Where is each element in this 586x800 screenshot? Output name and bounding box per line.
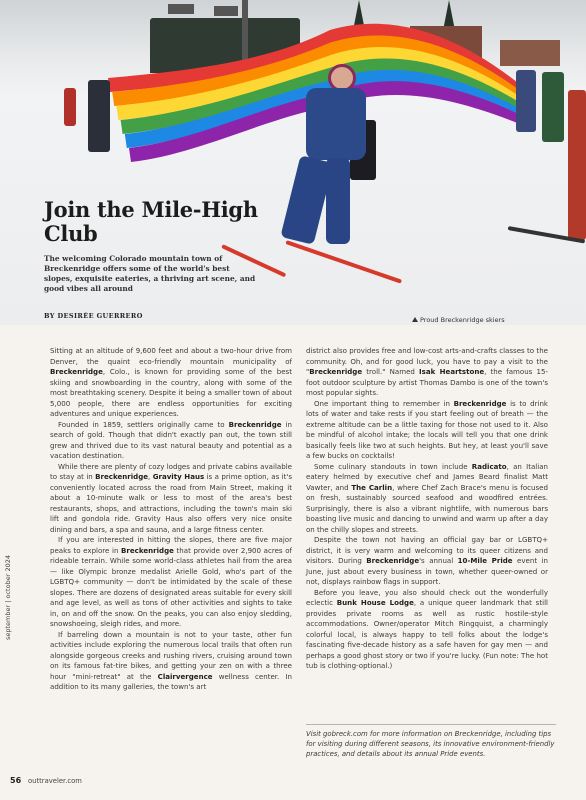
article-byline: BY DESIRÉE GUERRERO bbox=[44, 312, 143, 320]
skier-jacket bbox=[306, 88, 366, 160]
body-paragraph: Before you leave, you also should check out the wonderfully eclectic Bunk House Lodge, a unique queer landmark that still provides private rooms as well as rustic hostile-style accommodations. Owner/operator Mitch Ringquist, a charmingly colorful local, is always happy to tell folks about the lodge's fascinating five-decade history as a safe haven for gay men — and perhaps a good ghost story or two if you're lucky. (Fun note: The hot tub is clothing-optional.) bbox=[306, 587, 548, 670]
caption-marker bbox=[412, 317, 418, 322]
body-paragraph: If you are interested in hitting the slopes, there are five major peaks to explore in Breckenridge that provide over 2,900 acres of rideable terrain. While some world-class athletes hail from the area — like Olympic bronze medalist Arielle Gold, who's part of the LGBTQ+ community — don't be intimidated by the scale of these slopes. There are dozens of designated areas suitable for every skill and age level, as well as tons of other activities and sights to take in, on and off the snow. On the peaks, you can also enjoy sledding, snowshoeing, sleigh rides, and more. bbox=[50, 535, 292, 628]
article-deck: The welcoming Colorado mountain town of Breckenridge offers some of the world's best slopes, exquisite eateries, a thriving art scene, and good vibes all around bbox=[44, 254, 256, 293]
body-paragraph: If barreling down a mountain is not to your taste, other fun activities include exploring the numerous local trails that often run alongside gorgeous creeks and rushing rivers, cruising around town on its famous fat-tire bikes, and getting your zen on with a three hour "mini-retreat" at the Clairvergence wellness center. In addition to its many galleries, the town's art bbox=[50, 629, 292, 691]
body-paragraph: One important thing to remember in Breckenridge is to drink lots of water and take rests if you start feeling out of breath — the extreme altitude can be a little taxing for those not used to it. Also be mindful of alcohol intake; the locals will tell you that one drink basically feels like two at such heights. But hey, at least you'll save a few bucks on cocktails! bbox=[306, 398, 548, 460]
more-info-note: Visit gobreck.com for more information on Breckenridge, including tips for visiting during different seasons, its innovative environment-friendly practices, and details about its annual Pride events. bbox=[306, 724, 556, 759]
page-number: 56 bbox=[10, 776, 22, 785]
issue-date: september | october 2024 bbox=[4, 555, 12, 640]
website-url: outtraveler.com bbox=[28, 777, 82, 785]
body-paragraph: While there are plenty of cozy lodges and private cabins available to stay at in Breckenridge, Gravity Haus is a prime option, as it's conveniently located across the road from Main Street, making it about a 10-minute walk or less to most of the area's best restaurants, shops, and attractions, including the town's main ski lift and gondola ride. Gravity Haus also offers very nice onsite dining and bars, a spa and sauna, and a large fitness center. bbox=[50, 461, 292, 534]
body-paragraph: Founded in 1859, settlers originally came to Breckenridge in search of gold. Though that didn't exactly pan out, the town still grew and thrived due to its vast natural beauty and potential as a vacation destination. bbox=[50, 419, 292, 460]
body-column-right bbox=[306, 346, 548, 672]
article-headline: Join the Mile-High Club bbox=[44, 197, 258, 246]
skier-figure bbox=[88, 80, 110, 152]
photo-caption: Proud Breckenridge skiers bbox=[420, 316, 505, 324]
body-paragraph: district also provides free and low-cost arts-and-crafts classes to the community. Oh, and for good luck, you have to pay a visit to the "Breckenridge troll." Named Isak Heartstone, the famous 15-foot outdoor sculpture by artist Thomas Dambo is one of the town's most popular sights. bbox=[306, 346, 548, 397]
skier-figure bbox=[542, 72, 564, 142]
body-column-left bbox=[50, 346, 292, 693]
skier-figure bbox=[64, 88, 76, 126]
body-paragraph: Sitting at an altitude of 9,600 feet and about a two-hour drive from Denver, the quaint eco-friendly mountain municipality of Breckenridge, Colo., is known for providing some of the best skiing and snowboarding in the country, along with some of the most breathtaking scenery. Despite it being a smaller town of about 5,000 people, there are endless opportunities for exciting adventures and unique experiences. bbox=[50, 346, 292, 418]
skier-pants bbox=[326, 158, 350, 244]
body-paragraph: Some culinary standouts in town include Radicato, an Italian eatery helmed by executive chef and James Beard finalist Matt Vawter, and The Carlin, where Chef Zach Brace's menu is focused on fresh, sustainably sourced seafood and woodfired entrées. Surprisingly, there is also a vibrant nightlife, with numerous bars boasting live music and dancing to unwind and warm up after a day on the chilly slopes and streets. bbox=[306, 461, 548, 534]
main-skier bbox=[268, 62, 378, 272]
body-paragraph: Despite the town not having an official gay bar or LGBTQ+ district, it is very warm and welcoming to its queer citizens and visitors. During Breckenridge's annual 10-Mile Pride event in June, just about every business in town, whether queer-owned or not, displays rainbow flags in support. bbox=[306, 535, 548, 586]
skier-figure bbox=[516, 70, 536, 132]
skier-figure bbox=[568, 90, 586, 240]
